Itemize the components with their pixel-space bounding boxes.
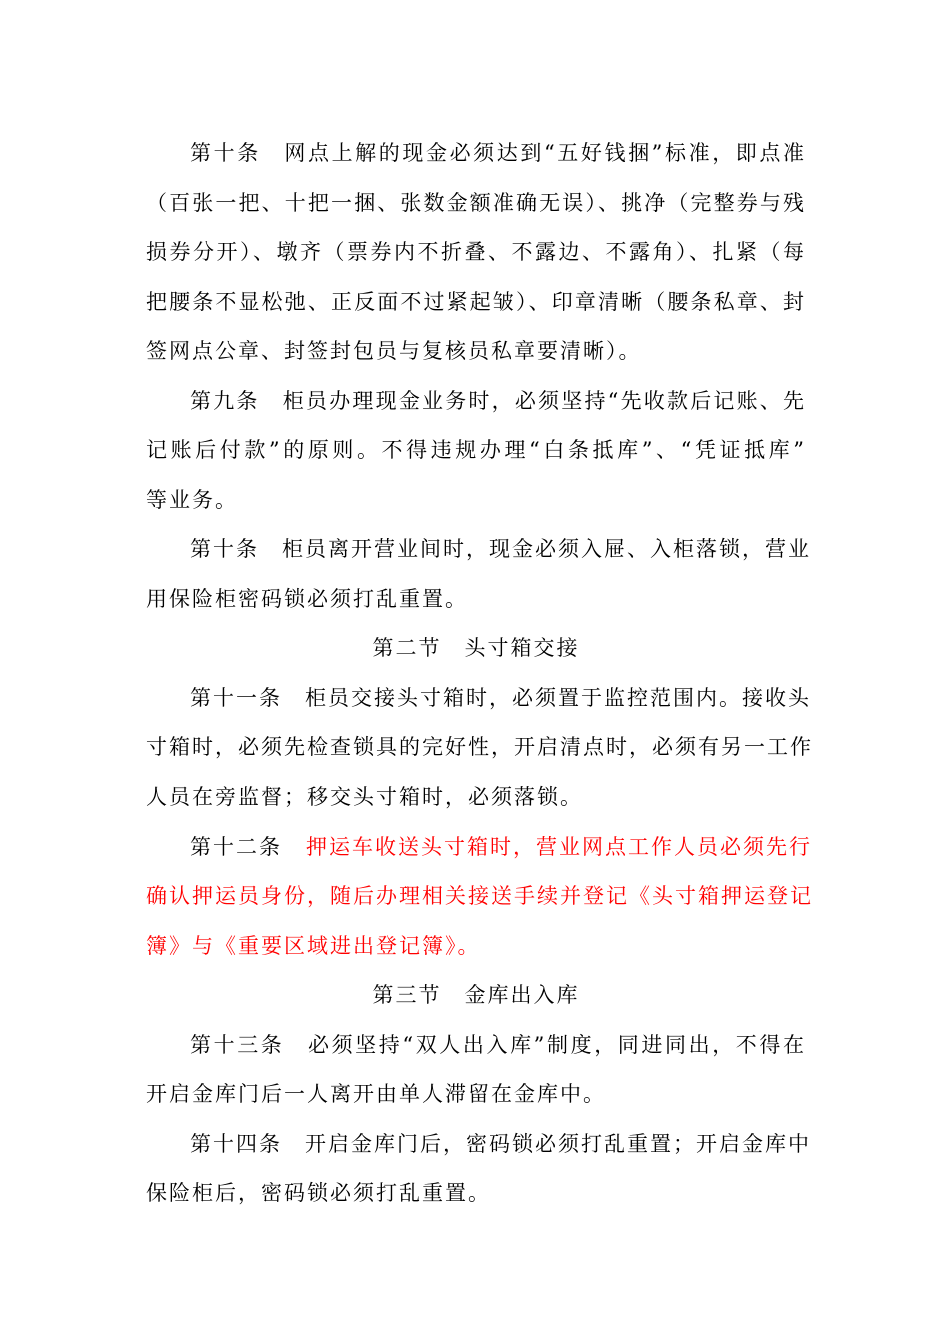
article-10a-line-5: 签网点公章、封签封包员与复核员私章要清晰）。 (146, 339, 642, 363)
article-10a-line-4: 把腰条不显松弛、正反面不过紧起皱）、印章清晰（腰条私章、封 (146, 290, 806, 314)
article-10b-line-1: 第十条 柜员离开营业间时，现金必须入屉、入柜落锁，营业 (190, 537, 811, 561)
article-11-line-2: 寸箱时，必须先检查锁具的完好性，开启清点时，必须有另一工作 (146, 735, 813, 759)
article-10a-line-2: （百张一把、十把一捆、张数金额准确无误）、挑净（完整券与残 (146, 191, 806, 215)
article-13-line-1: 第十三条 必须坚持“双人出入库”制度，同进同出，不得在 (190, 1033, 806, 1057)
article-9-line-3: 等业务。 (146, 488, 238, 512)
article-9-line-2: 记账后付款”的原则。不得违规办理“白条抵库”、“凭证抵库” (146, 438, 806, 462)
article-11-line-1: 第十一条 柜员交接头寸箱时，必须置于监控范围内。接收头 (190, 686, 811, 710)
article-12-line-2: 确认押运员身份，随后办理相关接送手续并登记《头寸箱押运登记 (146, 884, 813, 908)
article-12-line-3: 簿》与《重要区域进出登记簿》。 (146, 934, 481, 958)
article-10b-line-2: 用保险柜密码锁必须打乱重置。 (146, 587, 468, 611)
article-10a-line-3: 损券分开）、墩齐（票券内不折叠、不露边、不露角）、扎紧（每 (146, 240, 806, 264)
article-13-line-2: 开启金库门后一人离开由单人滞留在金库中。 (146, 1082, 606, 1106)
section-2-heading: 第二节 头寸箱交接 (372, 636, 580, 660)
article-10a-line-1: 第十条 网点上解的现金必须达到“五好钱捆”标准，即点准 (190, 141, 806, 165)
section-3-heading: 第三节 金库出入库 (372, 983, 580, 1007)
article-12-highlight-text: 押运车收送头寸箱时，营业网点工作人员必须先行 (306, 835, 812, 859)
article-14-line-2: 保险柜后，密码锁必须打乱重置。 (146, 1181, 491, 1205)
article-14-line-1: 第十四条 开启金库门后，密码锁必须打乱重置；开启金库中 (190, 1132, 811, 1156)
article-9-line-1: 第九条 柜员办理现金业务时，必须坚持“先收款后记账、先 (190, 389, 806, 413)
article-12-line-1 (190, 832, 812, 862)
article-11-line-3: 人员在旁监督；移交头寸箱时，必须落锁。 (146, 785, 583, 809)
article-12-number: 第十二条 (190, 835, 282, 859)
